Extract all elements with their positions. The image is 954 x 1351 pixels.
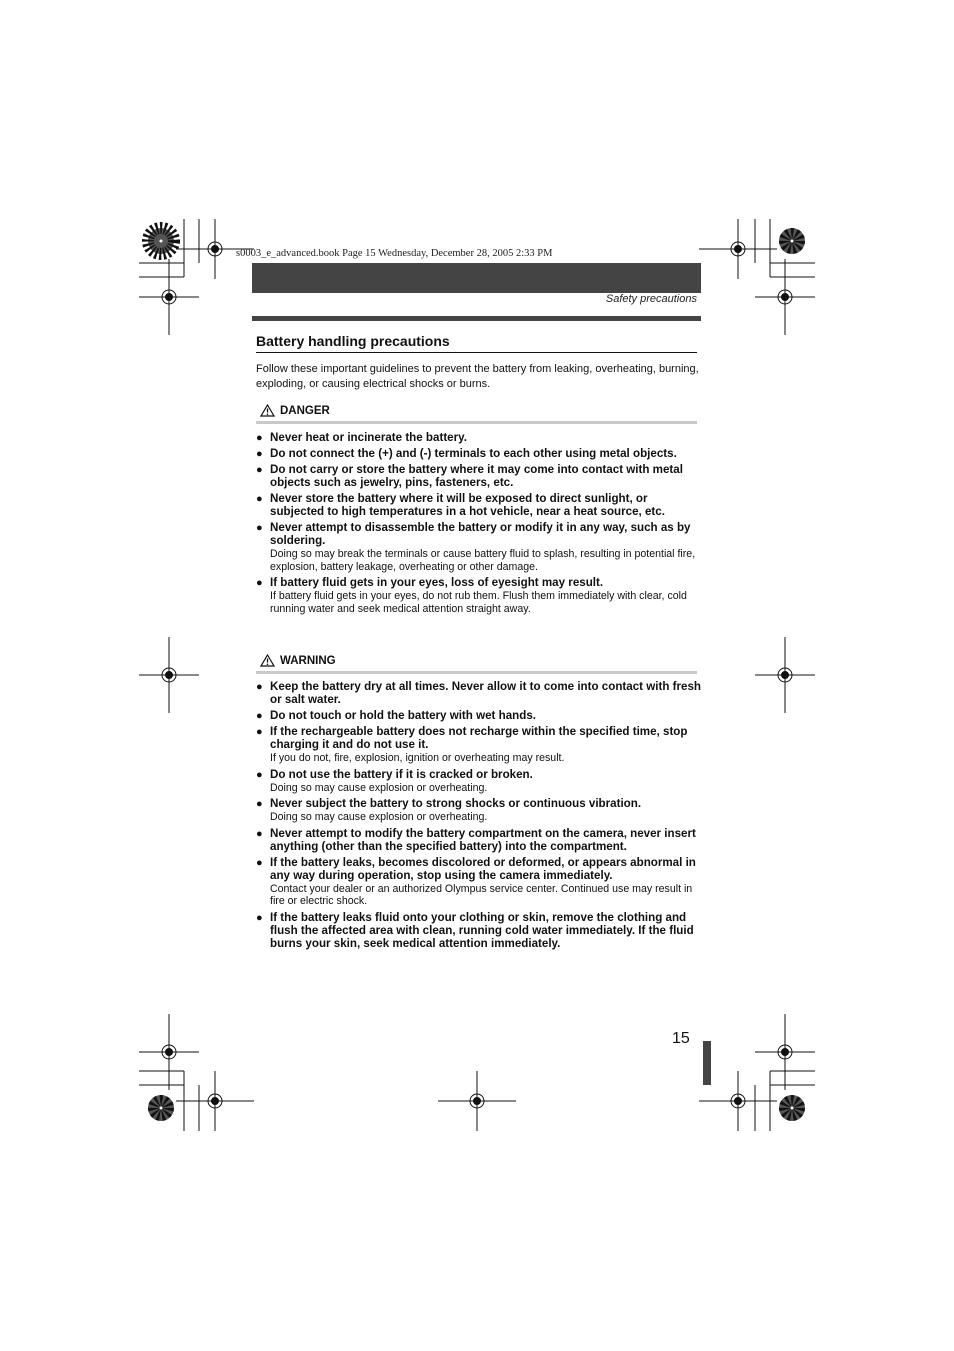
list-item xyxy=(256,521,701,573)
bullet: ● xyxy=(256,493,263,505)
item-heading: Keep the battery dry at all times. Never allow it to come into contact with fresh or salt water. xyxy=(270,680,702,706)
list-item xyxy=(256,856,701,908)
item-heading: Never store the battery where it will be exposed to direct sunlight, or subjected to high temperatures in a hot vehicle, near a heat source, etc. xyxy=(270,492,665,518)
danger-list xyxy=(256,431,701,618)
bullet: ● xyxy=(256,856,263,869)
header-band xyxy=(252,263,701,293)
bullet: ● xyxy=(256,827,263,840)
print-slug: s0003_e_advanced.book Page 15 Wednesday, December 28, 2005 2:33 PM xyxy=(236,248,553,259)
list-item xyxy=(256,709,701,722)
item-note: Doing so may cause explosion or overheating. xyxy=(270,811,488,823)
list-item xyxy=(256,576,701,615)
danger-heading xyxy=(256,404,697,424)
item-heading: Never subject the battery to strong shocks or continuous vibration. xyxy=(270,797,642,810)
warning-triangle-icon xyxy=(260,404,275,417)
bullet: ● xyxy=(256,681,263,693)
warning-heading xyxy=(256,654,697,674)
item-heading: Never heat or incinerate the battery. xyxy=(270,431,467,444)
list-item xyxy=(256,463,701,489)
item-heading: Never attempt to modify the battery compartment on the camera, never insert anything (other than the specified battery) into the compartment. xyxy=(270,826,696,853)
item-note: If battery fluid gets in your eyes, do not rub them. Flush them immediately with clear, cold running water and seek medical attention straight away. xyxy=(270,590,687,615)
bullet: ● xyxy=(256,911,263,924)
bullet: ● xyxy=(256,464,263,476)
thumb-tab xyxy=(703,1041,711,1085)
bullet: ● xyxy=(256,710,263,722)
item-heading: Never attempt to disassemble the battery or modify it in any way, such as by soldering. xyxy=(270,521,691,547)
bullet: ● xyxy=(256,448,263,460)
item-heading: Do not touch or hold the battery with wet hands. xyxy=(270,709,537,722)
item-heading: Do not connect the (+) and (-) terminals to each other using metal objects. xyxy=(270,447,677,460)
page-number: 15 xyxy=(672,1030,690,1047)
item-heading: Do not carry or store the battery where it may come into contact with metal objects such as jewelry, pins, fasteners, etc. xyxy=(270,463,683,489)
list-item xyxy=(256,492,701,518)
page-title: Battery handling precautions xyxy=(256,333,697,353)
list-item xyxy=(256,911,701,950)
danger-heading-label: DANGER xyxy=(280,404,330,417)
list-item xyxy=(256,431,701,444)
list-item xyxy=(256,797,701,824)
warning-heading-label: WARNING xyxy=(280,654,336,667)
item-note: Doing so may cause explosion or overheating. xyxy=(270,781,488,794)
list-item xyxy=(256,680,701,706)
warning-triangle-icon xyxy=(260,654,275,667)
item-heading: If the rechargeable battery does not recharge within the specified time, stop charging it and do not use it. xyxy=(270,725,688,751)
intro-paragraph: Follow these important guidelines to prevent the battery from leaking, overheating, burning, exploding, or causing electrical shocks or burns. xyxy=(256,363,699,390)
bullet: ● xyxy=(256,432,263,444)
item-heading: If the battery leaks, becomes discolored or deformed, or appears abnormal in any way during operation, stop using the camera immediately. xyxy=(270,855,696,882)
item-heading: If battery fluid gets in your eyes, loss of eyesight may result. xyxy=(270,576,604,589)
item-heading: If the battery leaks fluid onto your clothing or skin, remove the clothing and flush the affected area with clean, running cold water immediately. If the fluid burns your skin, seek medical attention immediately. xyxy=(270,910,694,950)
header-rule xyxy=(252,316,701,321)
warning-list xyxy=(256,680,701,953)
item-note: Contact your dealer or an authorized Olympus service center. Continued use may result in fire or electric shock. xyxy=(270,882,693,907)
list-item xyxy=(256,827,701,853)
bullet: ● xyxy=(256,798,263,810)
list-item xyxy=(256,768,701,795)
list-item xyxy=(256,725,701,765)
section-label: Safety precautions xyxy=(605,293,697,305)
bullet: ● xyxy=(256,577,263,589)
item-note: Doing so may break the terminals or cause battery fluid to splash, resulting in potential fire, explosion, battery leakage, overheating or other damage. xyxy=(270,548,696,573)
bullet: ● xyxy=(256,768,263,781)
item-note: If you do not, fire, explosion, ignition or overheating may result. xyxy=(270,752,565,764)
list-item xyxy=(256,447,701,460)
bullet: ● xyxy=(256,522,263,534)
bullet: ● xyxy=(256,726,263,738)
item-heading: Do not use the battery if it is cracked or broken. xyxy=(270,767,533,781)
